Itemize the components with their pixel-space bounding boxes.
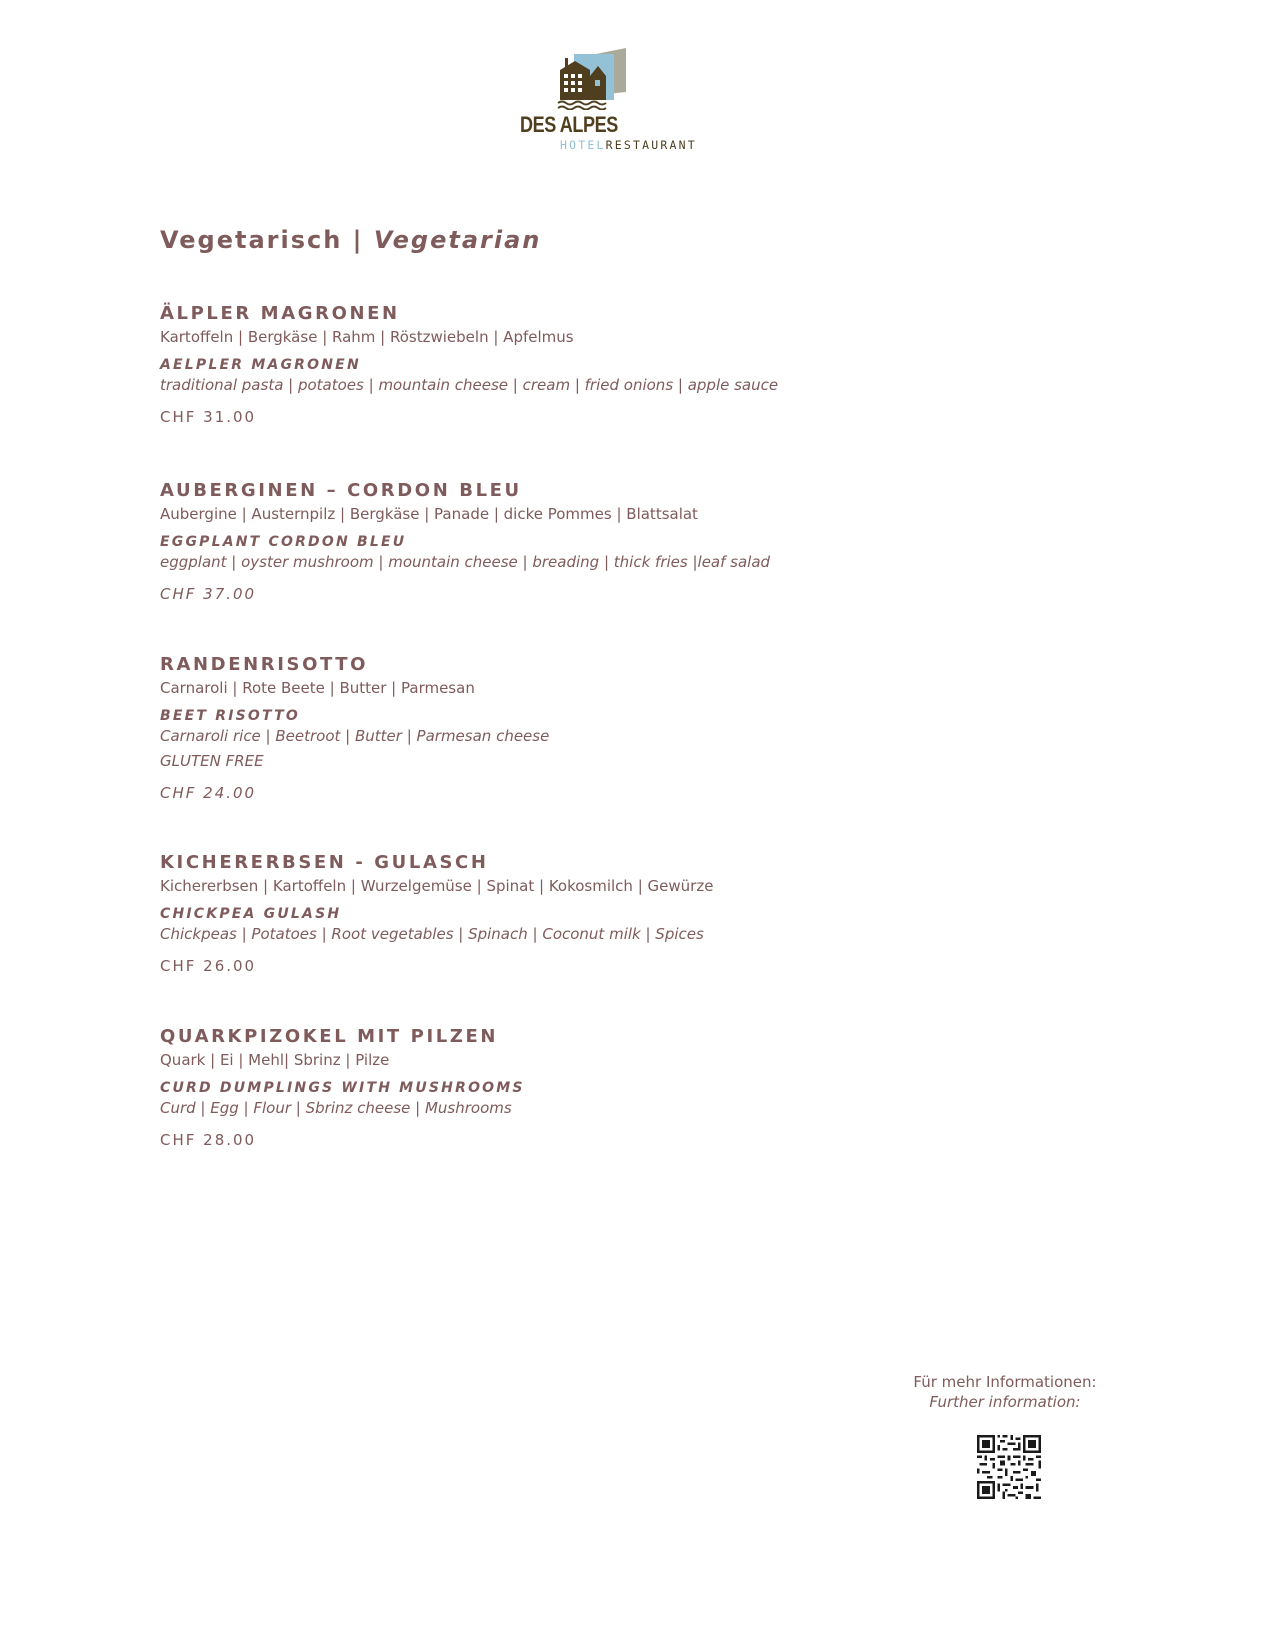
- section-title-de: Vegetarisch: [160, 226, 343, 254]
- hotel-logo: [520, 48, 700, 154]
- logo-sub-hotel: HOTEL: [560, 138, 606, 152]
- dish-name: AUBERGINEN – CORDON BLEU: [160, 480, 522, 501]
- dish-ingredients-en: Curd | Egg | Flour | Sbrinz cheese | Mushrooms: [160, 1099, 512, 1117]
- dish-note: GLUTEN FREE: [160, 752, 264, 770]
- section-title: [160, 226, 541, 254]
- dish-ingredients-en: traditional pasta | potatoes | mountain cheese | cream | fried onions | apple sauce: [160, 376, 779, 394]
- dish-ingredients-de: Carnaroli | Rote Beete | Butter | Parmesan: [160, 679, 475, 697]
- dish-price: CHF 24.00: [160, 784, 257, 802]
- info-de: Für mehr Informationen:: [913, 1373, 1097, 1391]
- dish-item-auberginen-cordon-bleu: [160, 480, 980, 605]
- further-information: [880, 1372, 1130, 1412]
- dish-ingredients-de: Aubergine | Austernpilz | Bergkäse | Panade | dicke Pommes | Blattsalat: [160, 505, 698, 523]
- dish-ingredients-de: Quark | Ei | Mehl| Sbrinz | Pilze: [160, 1051, 390, 1069]
- dish-name-en: AELPLER MAGRONEN: [160, 357, 361, 373]
- dish-name: RANDENRISOTTO: [160, 654, 369, 675]
- dish-item-quarkpizokel: [160, 1026, 980, 1151]
- qr-code-icon[interactable]: [977, 1435, 1041, 1499]
- dish-name-en: BEET RISOTTO: [160, 708, 300, 724]
- dish-price: CHF 31.00: [160, 408, 257, 426]
- dish-name: KICHERERBSEN - GULASCH: [160, 852, 489, 873]
- logo-subtitle: [560, 138, 697, 152]
- dish-name-en: CHICKPEA GULASH: [160, 906, 342, 922]
- dish-price: CHF 26.00: [160, 957, 257, 975]
- dish-ingredients-en: eggplant | oyster mushroom | mountain cheese | breading | thick fries |leaf salad: [160, 553, 771, 571]
- dish-ingredients-en: Chickpeas | Potatoes | Root vegetables | Spinach | Coconut milk | Spices: [160, 925, 704, 943]
- info-en: Further information:: [929, 1393, 1081, 1411]
- dish-name-en: EGGPLANT CORDON BLEU: [160, 534, 407, 550]
- logo-name: DES ALPES: [520, 112, 618, 137]
- dish-name: QUARKPIZOKEL MIT PILZEN: [160, 1026, 499, 1047]
- section-title-separator: |: [342, 226, 374, 254]
- dish-ingredients-de: Kartoffeln | Bergkäse | Rahm | Röstzwiebeln | Apfelmus: [160, 328, 574, 346]
- hotel-building-logo-icon: [556, 48, 628, 110]
- dish-item-kichererbsen-gulasch: [160, 852, 980, 977]
- dish-ingredients-de: Kichererbsen | Kartoffeln | Wurzelgemüse | Spinat | Kokosmilch | Gewürze: [160, 877, 714, 895]
- section-title-en: Vegetarian: [373, 226, 542, 254]
- dish-price: CHF 28.00: [160, 1131, 257, 1149]
- logo-sub-restaurant: RESTAURANT: [605, 138, 697, 152]
- dish-ingredients-en: Carnaroli rice | Beetroot | Butter | Parmesan cheese: [160, 727, 550, 745]
- dish-item-aelpler-magronen: [160, 303, 980, 428]
- dish-item-randenrisotto: [160, 654, 980, 804]
- dish-name-en: CURD DUMPLINGS WITH MUSHROOMS: [160, 1080, 525, 1096]
- dish-price: CHF 37.00: [160, 585, 257, 603]
- dish-name: ÄLPLER MAGRONEN: [160, 303, 400, 324]
